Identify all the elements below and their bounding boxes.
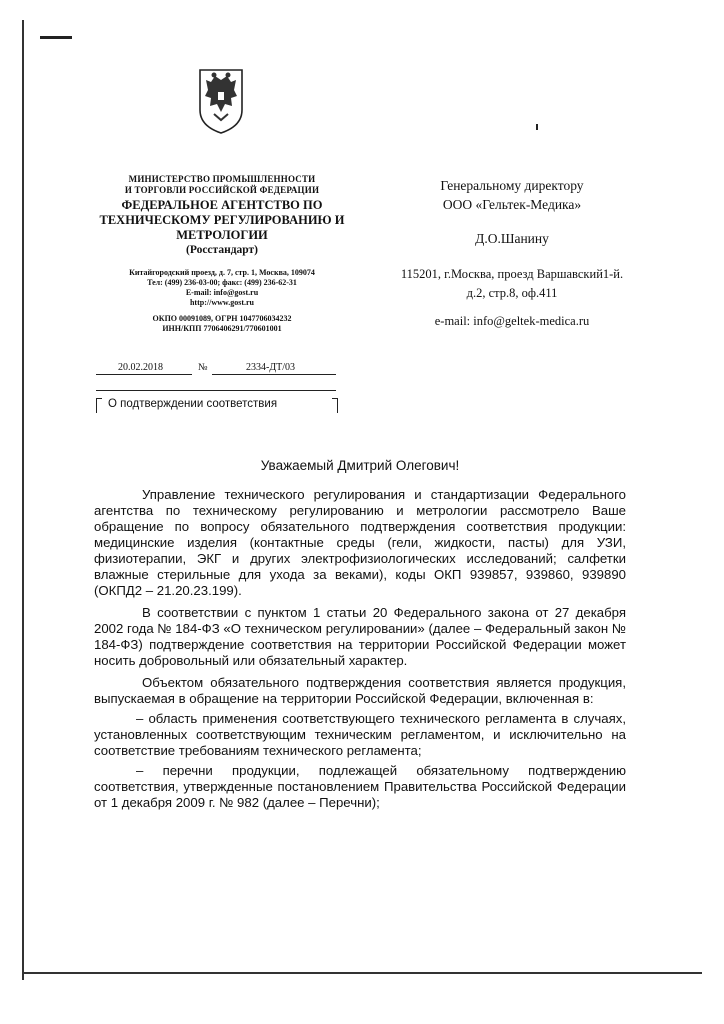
date-underline bbox=[96, 374, 192, 375]
recipient-line2: ООО «Гельтек-Медика» bbox=[442, 197, 582, 212]
document-number: 2334-ДТ/03 bbox=[246, 362, 296, 373]
sender-registry bbox=[96, 314, 348, 334]
letter-body bbox=[94, 487, 626, 811]
recipient-email: e-mail: info@geltek-medica.ru bbox=[434, 314, 590, 328]
sender-contacts bbox=[96, 268, 348, 308]
sender-inn: ИНН/КПП 7706406291/770601001 bbox=[162, 324, 282, 333]
ministry-line2: И ТОРГОВЛИ РОССИЙСКОЙ ФЕДЕРАЦИИ bbox=[124, 185, 320, 195]
paragraph-5: – перечни продукции, подлежащей обязательному подтверждению соответствия, утвержденные постановлением Правительства Российской Федерации от 1 декабря 2009 г. № 982 (далее – Перечни); bbox=[94, 763, 626, 810]
number-underline bbox=[212, 374, 336, 375]
recipient-name: Д.О.Шанину bbox=[475, 231, 549, 246]
greeting: Уважаемый Дмитрий Олегович! bbox=[260, 458, 460, 473]
paragraph-3: Объектом обязательного подтверждения соответствия является продукция, выпускаемая в обращение на территории Российской Федерации, включенная в: bbox=[94, 675, 626, 706]
subject-bracket-left bbox=[96, 398, 102, 413]
ministry-name bbox=[96, 174, 348, 196]
scan-line-bottom bbox=[22, 972, 702, 974]
paragraph-2: В соответствии с пунктом 1 статьи 20 Федерального закона от 27 декабря 2002 года № 184-ФЗ «О техническом регулировании» (далее – Федеральный закон № 184-ФЗ) подтверждение соответствия на территории Российской Федерации может носить добровольный или обязательный характер. bbox=[94, 605, 626, 668]
coat-of-arms-emblem bbox=[196, 66, 246, 136]
recipient-address1: 115201, г.Москва, проезд Варшавский1-й. bbox=[400, 267, 624, 281]
agency-short: (Росстандарт) bbox=[186, 244, 258, 256]
second-underline bbox=[96, 390, 336, 391]
agency-line1: ФЕДЕРАЛЬНОЕ АГЕНТСТВО ПО bbox=[121, 198, 323, 212]
subject-bracket-right bbox=[332, 398, 338, 413]
recipient-address2: д.2, стр.8, оф.411 bbox=[466, 286, 558, 300]
sender-address: Китайгородский проезд, д. 7, стр. 1, Москва, 109074 bbox=[129, 268, 315, 277]
scan-dot bbox=[536, 124, 538, 130]
sender-phone: Тел: (499) 236-03-00; факс: (499) 236-62-31 bbox=[147, 278, 297, 287]
agency-name bbox=[80, 198, 364, 258]
agency-line3: МЕТРОЛОГИИ bbox=[176, 228, 268, 242]
sender-email: E-mail: info@gost.ru bbox=[185, 288, 259, 297]
document-subject: О подтверждении соответствия bbox=[108, 398, 278, 410]
scan-border-left bbox=[22, 20, 24, 980]
sender-website: http://www.gost.ru bbox=[189, 298, 254, 307]
document-number-sign: № bbox=[198, 362, 208, 373]
paragraph-4: – область применения соответствующего технического регламента в случаях, установленных соответствующим техническим регламентом, и исключительно на соответствие требованиям технического регламента; bbox=[94, 711, 626, 758]
agency-line2: ТЕХНИЧЕСКОМУ РЕГУЛИРОВАНИЮ И bbox=[99, 213, 345, 227]
recipient-block bbox=[382, 176, 642, 331]
recipient-line1: Генеральному директору bbox=[440, 178, 584, 193]
scan-mark-top bbox=[40, 36, 72, 39]
sender-okpo: ОКПО 00091089, ОГРН 1047706034232 bbox=[152, 314, 292, 323]
document-date: 20.02.2018 bbox=[118, 362, 163, 373]
paragraph-1: Управление технического регулирования и стандартизации Федерального агентства по техническому регулированию и метрологии рассмотрело Ваше обращение по вопросу обязательного подтверждения соответствия продукции: медицинские изделия (контактные среды (гели, жидкости, пасты) для УЗИ, физиотерапии, ЭКГ и других электрофизиологических исследований; салфетки влажные стерильные для ухода за веками), коды ОКП 939857, 939860, 939890 (ОКПД2 – 21.20.23.199). bbox=[94, 487, 626, 598]
ministry-line1: МИНИСТЕРСТВО ПРОМЫШЛЕННОСТИ bbox=[128, 174, 316, 184]
